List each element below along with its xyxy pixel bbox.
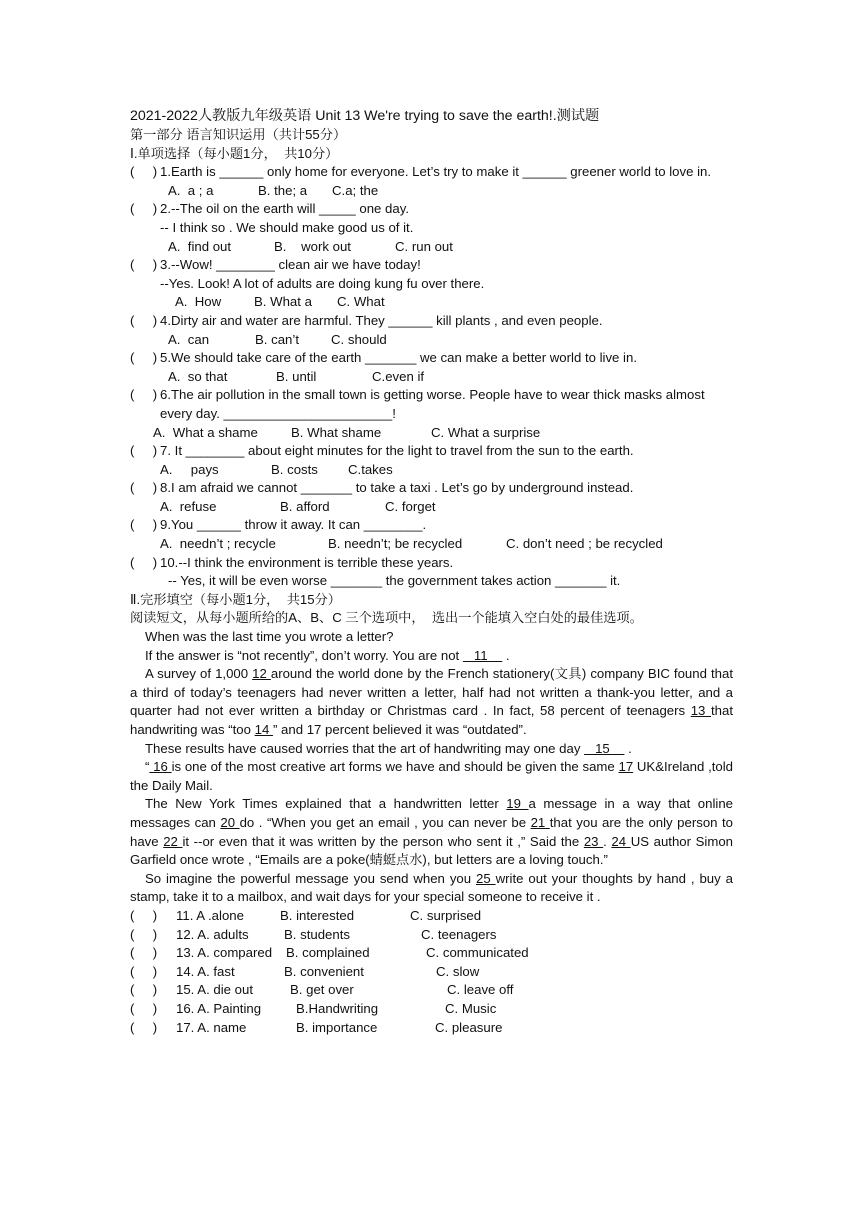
option-a: A. pays	[160, 461, 219, 477]
part-heading: 第一部分 语言知识运用（共计55分）	[130, 127, 347, 142]
answer-paren[interactable]: ( )	[130, 907, 158, 923]
question-2-reply: -- I think so . We should make good us of it.	[160, 219, 414, 235]
question-text: 8.I am afraid we cannot _______ to take a taxi . Let’s go by underground instead.	[160, 480, 634, 496]
answer-paren[interactable]: ( )	[130, 387, 158, 403]
cloze-option-row	[130, 1000, 733, 1019]
question-4	[130, 312, 733, 331]
option-c: C. slow	[436, 963, 480, 979]
question-2-options	[130, 238, 733, 257]
option-b: B. What a	[254, 294, 312, 310]
answer-paren[interactable]: ( )	[130, 164, 158, 180]
option-a: A. needn’t ; recycle	[160, 536, 276, 552]
question-8-options	[130, 498, 733, 517]
passage-paragraph: If the answer is “not recently”, don’t worry. You are not 11 .	[145, 647, 510, 663]
option-b: B. What shame	[291, 424, 382, 440]
question-3	[130, 256, 733, 275]
question-10-reply: -- Yes, it will be even worse _______ the government takes action _______ it.	[168, 573, 621, 589]
answer-paren[interactable]: ( )	[130, 443, 158, 459]
cloze-option-row	[130, 907, 733, 926]
question-5	[130, 349, 733, 368]
option-a: A. a ; a	[168, 182, 214, 198]
blank-14[interactable]: 14	[254, 722, 273, 737]
option-c: C. forget	[385, 498, 436, 514]
option-a: A. What a shame	[153, 424, 258, 440]
section2-instruction: 阅读短文，从每小题所给的A、B、C 三个选项中， 选出一个能填入空白处的最佳选项。	[130, 610, 643, 626]
option-a: 16. A. Painting	[176, 1000, 262, 1016]
passage-paragraph: When was the last time you wrote a letter?	[145, 629, 394, 645]
option-a: 17. A. name	[176, 1019, 247, 1035]
answer-paren[interactable]: ( )	[130, 1000, 158, 1016]
option-c: C. teenagers	[421, 926, 497, 942]
blank-23[interactable]: 23	[583, 833, 604, 849]
cloze-option-row	[130, 1019, 733, 1038]
option-b: B. interested	[280, 907, 355, 923]
answer-paren[interactable]: ( )	[130, 201, 158, 217]
question-2	[130, 200, 733, 219]
option-b: B. get over	[290, 982, 354, 998]
blank-21[interactable]: 21	[530, 814, 550, 830]
passage-paragraph: The New York Times explained that a handwritten letter 19 a message in a way that online messages can 20 do . “When you get an email , you can never be 21 that you are the only person to have 22 it --or even that it was written by the person who sent it ,” Said the 23 . 24 US author Simon Garfield once wrote , “Emails are a poke(蜻蜓点水), but letters are a loving touch.”	[130, 796, 733, 868]
option-b: B. costs	[271, 461, 318, 477]
question-text: 3.--Wow! ________ clean air we have today!	[160, 257, 421, 273]
option-b: B. complained	[286, 945, 370, 961]
option-c: C. surprised	[410, 907, 482, 923]
question-9	[130, 516, 733, 535]
option-c: C. leave off	[447, 982, 514, 998]
option-c: C. don’t need ; be recycled	[506, 536, 663, 552]
option-b: B. convenient	[284, 963, 364, 979]
question-6	[130, 386, 733, 423]
answer-paren[interactable]: ( )	[130, 926, 158, 942]
question-1-options	[130, 182, 733, 201]
answer-paren[interactable]: ( )	[130, 517, 158, 533]
cloze-option-row	[130, 981, 733, 1000]
answer-paren[interactable]: ( )	[130, 350, 158, 366]
blank-15[interactable]: 15	[584, 740, 625, 756]
blank-24[interactable]: 24	[611, 833, 631, 849]
question-8	[130, 479, 733, 498]
option-b: B. until	[276, 368, 317, 384]
answer-paren[interactable]: ( )	[130, 945, 158, 961]
question-text: 4.Dirty air and water are harmful. They ______ kill plants , and even people.	[160, 312, 603, 328]
passage-paragraph: So imagine the powerful message you send when you 25 write out your thoughts by hand , buy a stamp, take it to a mailbox, and wait days for your special someone to receive it .	[130, 870, 734, 905]
question-7-options	[130, 461, 733, 480]
passage-paragraph: “ 16 is one of the most creative art forms we have and should be given the same 17 UK&Ireland ,told the Daily Mail.	[130, 759, 734, 793]
question-3-options	[130, 293, 733, 312]
cloze-option-row	[130, 926, 733, 945]
question-5-options	[130, 368, 733, 387]
document-title: 2021-2022人教版九年级英语 Unit 13 We're trying to save the earth!.测试题	[130, 108, 600, 124]
option-c: C.even if	[372, 368, 425, 384]
question-text: 10.--I think the environment is terrible these years.	[160, 554, 454, 570]
option-c: C. should	[331, 331, 387, 347]
option-c: C.a; the	[332, 182, 379, 198]
option-c: C. pleasure	[435, 1019, 503, 1035]
blank-17[interactable]: 17	[618, 759, 634, 775]
blank-12[interactable]: 12	[252, 666, 271, 682]
answer-paren[interactable]: ( )	[130, 257, 158, 273]
question-1	[130, 163, 733, 182]
option-a: A. find out	[168, 238, 232, 254]
answer-paren[interactable]: ( )	[130, 982, 158, 998]
option-c: C. What	[337, 294, 385, 310]
question-text: 9.You ______ throw it away. It can ________.	[160, 517, 427, 533]
option-c: C. run out	[395, 238, 453, 254]
option-b: B. work out	[274, 238, 351, 254]
section2-heading: Ⅱ.完形填空（每小题1分， 共15分）	[130, 591, 341, 607]
answer-paren[interactable]: ( )	[130, 1019, 158, 1035]
option-a: 15. A. die out	[176, 982, 253, 998]
cloze-option-row	[130, 963, 733, 982]
answer-paren[interactable]: ( )	[130, 312, 158, 328]
blank-11[interactable]: 11	[462, 647, 503, 663]
question-text: 6.The air pollution in the small town is getting worse. People have to wear thick masks almost every day. _______________________!	[160, 387, 705, 421]
option-a: 12. A. adults	[176, 926, 249, 942]
question-9-options	[130, 535, 733, 554]
question-10	[130, 554, 733, 573]
blank-13[interactable]: 13	[690, 703, 711, 719]
exam-page	[130, 106, 733, 1037]
passage-paragraph: A survey of 1,000 12 around the world done by the French stationery(文具) company BIC found that a third of today’s teenagers had never written a letter, half had not written a thank-you letter, and a quarter had not ever written a birthday or Christmas card . In fact, 58 percent of teenagers 13 that handwriting was “too 14 ” and 17 percent believed it was “outdated”.	[130, 666, 733, 737]
option-a: A. How	[175, 294, 222, 310]
answer-paren[interactable]: ( )	[130, 554, 158, 570]
option-b: B.Handwriting	[296, 1000, 379, 1016]
question-text: 1.Earth is ______ only home for everyone. Let’s try to make it ______ greener world to love in.	[160, 164, 712, 180]
question-text: 2.--The oil on the earth will _____ one day.	[160, 201, 410, 217]
option-b: B. importance	[296, 1019, 378, 1035]
option-c: C.takes	[348, 461, 393, 477]
option-c: C. communicated	[426, 945, 529, 961]
question-3-reply: --Yes. Look! A lot of adults are doing kung fu over there.	[160, 275, 485, 291]
blank-20[interactable]: 20	[220, 814, 240, 830]
option-a: A. can	[168, 331, 210, 347]
answer-paren[interactable]: ( )	[130, 963, 158, 979]
option-a: A. so that	[168, 368, 228, 384]
option-a: 13. A. compared	[176, 945, 273, 961]
option-c: C. Music	[445, 1000, 497, 1016]
blank-19[interactable]: 19	[506, 796, 529, 812]
blank-25[interactable]: 25	[476, 870, 496, 886]
option-b: B. students	[284, 926, 350, 942]
option-b: B. needn’t; be recycled	[328, 536, 463, 552]
option-a: 11. A .alone	[176, 907, 244, 923]
option-b: B. can’t	[255, 331, 299, 347]
option-a: 14. A. fast	[176, 963, 235, 979]
question-7	[130, 442, 733, 461]
blank-16[interactable]: 16	[149, 759, 172, 775]
option-b: B. afford	[280, 498, 330, 514]
option-c: C. What a surprise	[431, 424, 541, 440]
question-text: 7. It ________ about eight minutes for the light to travel from the sun to the earth.	[160, 443, 634, 459]
question-4-options	[130, 331, 733, 350]
passage-paragraph: These results have caused worries that the art of handwriting may one day 15 .	[145, 740, 632, 756]
blank-22[interactable]: 22	[163, 833, 183, 849]
cloze-option-row	[130, 944, 733, 963]
section1-heading: Ⅰ.单项选择（每小题1分， 共10分）	[130, 145, 339, 161]
answer-paren[interactable]: ( )	[130, 480, 158, 496]
option-b: B. the; a	[258, 182, 308, 198]
option-a: A. refuse	[160, 498, 217, 514]
question-6-options	[130, 424, 733, 443]
question-text: 5.We should take care of the earth _______ we can make a better world to live in.	[160, 350, 637, 366]
